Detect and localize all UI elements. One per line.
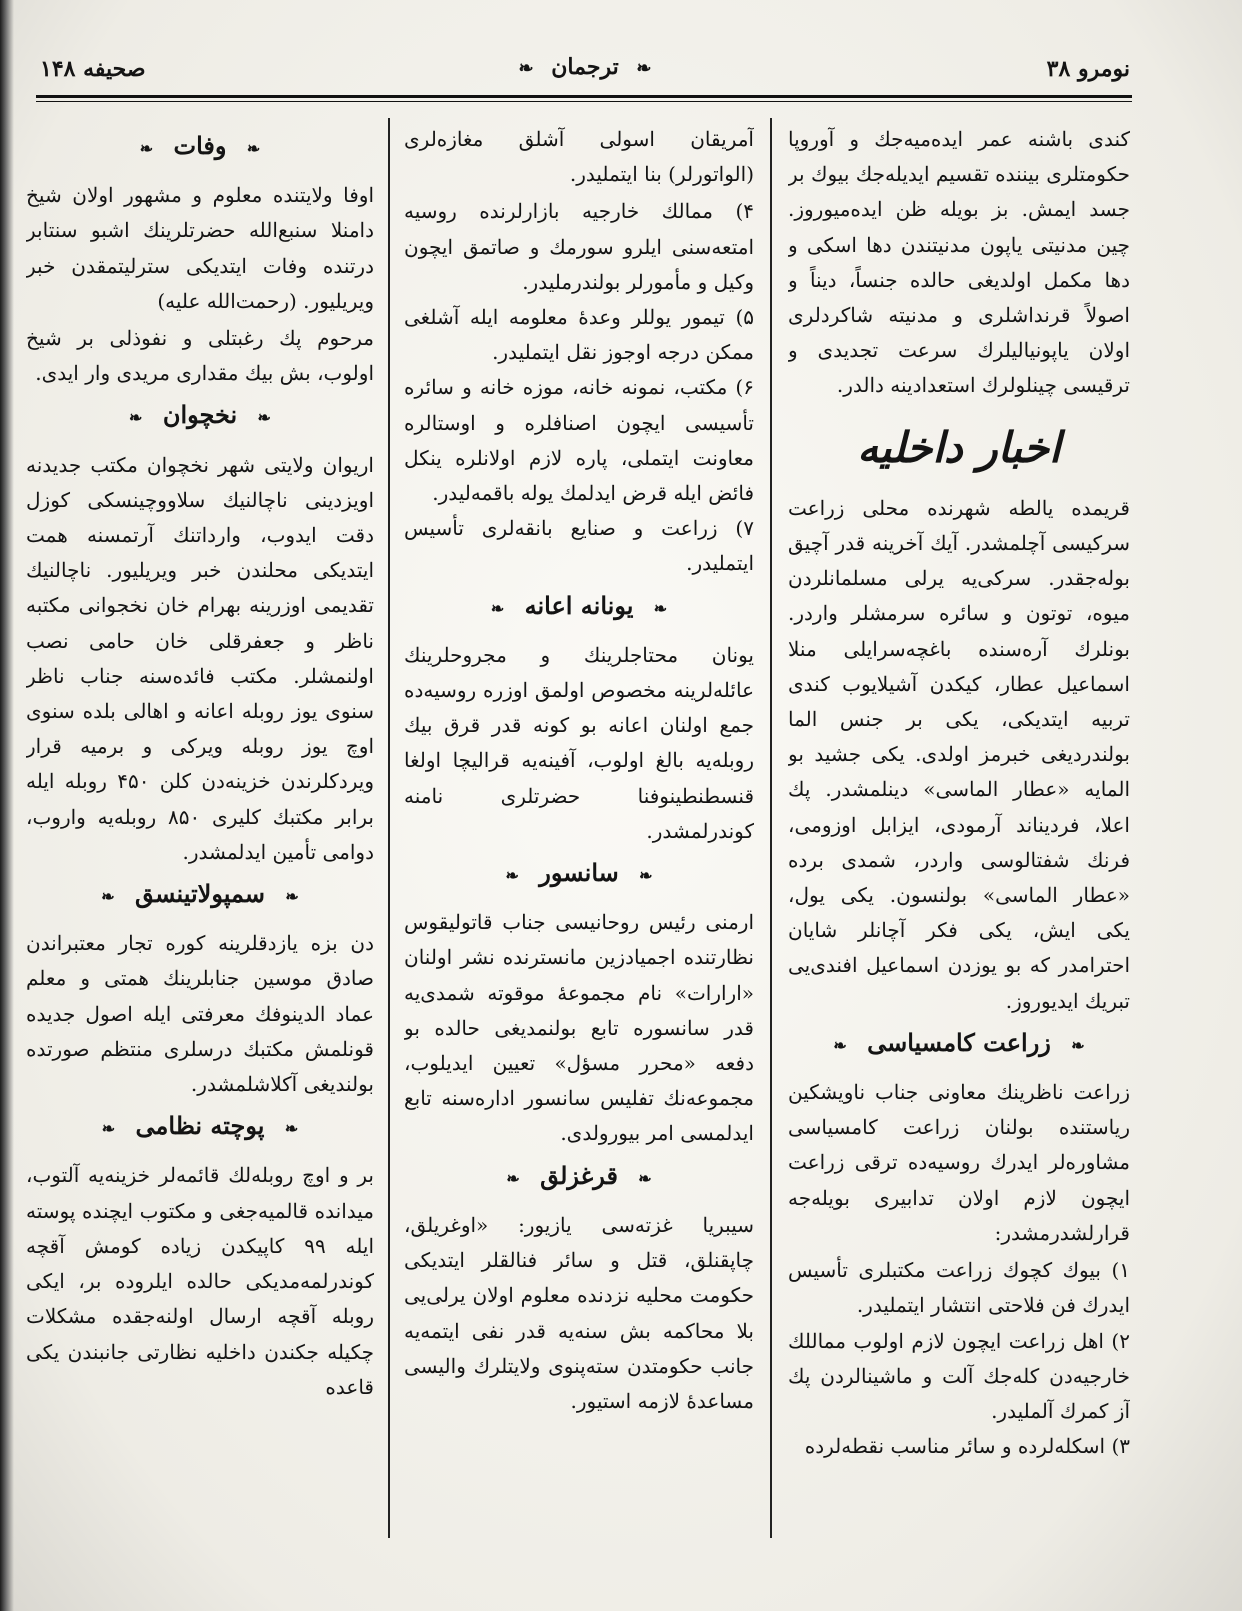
postal-article: بر و اوچ روبله‌لك قائمه‌لر خزینه‌یه آلتوب، میدانده قالمیه‌جغی و مکتوب ایچنده پوسته ایله ۹۹ کاپیکدن زیاده کومش آقچه کوندرلمه‌مدیکی حالده ایلروده بر، ایکی روبله آقچه ارسال اولنه‌جقده مشکلات چکیله جکندن داخلیه نظارتی جانبندن یکی قاعده <box>26 1163 374 1399</box>
ornament-icon: ❧ <box>101 1119 116 1139</box>
heading-semipalatinsk <box>26 876 374 914</box>
ornament-icon: ❧ <box>139 139 154 158</box>
newspaper-title-block <box>509 54 662 80</box>
list-item: ۴) ممالك خارجیه بازارلرنده روسیه امتعه‌سنی ایلرو سورمك و صاتمق ایچون وکیل و مأمورلر بولندرملیدر. <box>404 199 754 294</box>
heading-postal-regulation <box>26 1108 374 1146</box>
ornament-icon: ❧ <box>284 1119 299 1139</box>
ornament-icon: ❧ <box>505 866 519 886</box>
list-item: ۶) مکتب، نمونه خانه، موزه خانه و سائره تأسیسی ایچون اصنافلره و اوستالره معاونت ایتملی، پاره لازم اولانلره ینکل فائض ایله قرض ایدلمك یوله باقمه‌لیدر. <box>404 375 754 506</box>
semipalatinsk-article: دن بزه یازدقلرینه کوره تجار معتبراندن صادق موسین جنابلرینك همتی و معلم عماد الدینوفك معرفتی ایله اصول جدیده قونلمش مکتبك درسلری منتظم صورتده بولندیغی آکلاشلمشدر. <box>26 931 374 1097</box>
ornament-icon: ❧ <box>285 887 299 907</box>
heading-kirghiz <box>404 1158 754 1196</box>
article-continuation: آمریقان اسولی آشلق مغازه‌لری (الواتورلر) بنا ایتملیدر. <box>404 127 754 187</box>
list-item: ۲) اهل زراعت ایچون لازم اولوب مماللك خارجیه‌دن کله‌جك آلت و ماشینالردن پك آز کمرك آلملیدر. <box>788 1328 1130 1423</box>
heading-nakhchivan <box>26 397 374 435</box>
greek-aid-article: یونان محتاجلرینك و مجروحلرینك عائله‌لرینه مخصوص اولمق اوزره روسیه‌ده جمع اولنان اعانه بو کونه قدر قرق بیك روبله‌یه بالغ اولوب، آفینه‌یه قرالیچا اولغا قنسطنطینوفنا حضرتلری نامنه کوندرلمشدر. <box>404 642 754 843</box>
heading-text: سمپولاتینسق <box>135 879 265 909</box>
list-item: ۳) اسکله‌لرده و سائر مناسب نقطه‌لرده <box>804 1434 1130 1459</box>
ornament-icon: ❧ <box>101 887 115 907</box>
column-divider-left <box>388 118 390 1538</box>
middle-column <box>404 122 754 1522</box>
ornament-icon: ❧ <box>246 139 261 158</box>
ornament-icon: ❧ <box>257 408 271 428</box>
agriculture-article: زراعت ناظرینك معاونی جناب ناویشکین ریاستنده بولنان زراعت کامسیاسی مشاوره‌لر ایدرك روسیه‌ده ترقی زراعت ایچون لازم اولان تدابیری بویله‌جه قرارلشدرمشدر: <box>788 1080 1130 1245</box>
page-number: صحیفه ۱۴۸ <box>40 56 146 82</box>
heading-text: سانسور <box>539 858 619 888</box>
column-divider-right <box>770 118 772 1538</box>
heading-greek-aid <box>404 588 754 626</box>
obituary-article-2: مرحوم پك رغبتلی و نفوذلی بر شیخ اولوب، بش بیك مقداری مریدی وار ایدی. <box>26 326 374 386</box>
ornament-icon: ❧ <box>490 598 505 618</box>
newspaper-title: ترجمان <box>551 54 619 80</box>
censorship-article: ارمنی رئیس روحانیسی جناب قاتولیقوس نظارتنده اجمیادزین مانسترنده نشر اولنان «ارارات» نام مجموعهٔ موقوته شمدی‌یه قدر سانسوره تابع بولنمدیغی حالده بو دفعه «محرر مسؤل» تعیین ایدیلوب، مجموعه‌نك تفلیس سانسور اداره‌سنه تابع ایدلمسی امر بیورولدی. <box>404 910 754 1146</box>
ornament-icon: ❧ <box>129 408 143 428</box>
ornament-icon: ❧ <box>636 58 652 79</box>
heading-text: وفات <box>173 131 227 160</box>
heading-text: قرغزلق <box>540 1160 618 1190</box>
kirghiz-article: سیبریا غزته‌سی یازیور: «اوغریلق، چاپقنلق، قتل و سائر فنالقلر ایتدیکی حکومت محلیه نزدنده معلوم اولان یرلی‌یی بلا محاکمه بش سنه‌یه قدر نفی ایتمه‌یه جانب حکومتدن سته‌پنوی ولایتلرك والیسی مساعدهٔ لازمه استیور. <box>404 1212 754 1413</box>
right-column <box>788 122 1130 1522</box>
heading-obituary <box>26 128 374 166</box>
heading-text: زراعت کامسیاسی <box>867 1027 1051 1057</box>
header-rule <box>36 95 1132 98</box>
heading-agriculture-commission <box>788 1025 1130 1063</box>
heading-text: یونانه اعانه <box>524 590 634 620</box>
obituary-article: اوفا ولایتنده معلوم و مشهور اولان شیخ دامنلا سنبع‌الله حضرتلرینك اشبو سنتابر درتنده وفات ایتدیکی سترلیتمقدن خبر ویریلیور. (رحمت‌الله علیه) <box>26 183 374 313</box>
ornament-icon: ❧ <box>1071 1035 1085 1055</box>
list-item: ۱) بیوك کچوك زراعت مکتبلری تأسیس ایدرك فن فلاحتی انتشار ایتملیدر. <box>788 1258 1130 1318</box>
ornament-icon: ❧ <box>518 58 534 79</box>
left-column <box>26 122 374 1522</box>
article-continuation: کندی باشنه عمر ایده‌میه‌جك و آوروپا حکومتلری بیننده تقسیم ایدیله‌جك بیوك بر جسد ایمش. بز بویله ظن ایده‌میوروز. چین مدنیتی یاپون مدنیتندن دها اسکی و دها مکمل اولدیغی حالده جنساً، دیناً و اصولاً قرنداشلری و مدنیته شاکردلری اولان یاپونیالیلرك سرعت تجدیدی و ترقیسی چینلولرك استعدادینه دالدر. <box>788 127 1130 398</box>
section-heading-domestic-news: اخبار داخلیه <box>857 422 1061 472</box>
crimea-news-article: قریمده یالطه شهرنده محلی زراعت سرکیسی آچلمشدر. آیك آخرینه قدر آچیق بوله‌جقدر. سرکی‌یه یرلی مسلمانلردن میوه، توتون و سائره سرمشلر واردر. بونلرك آره‌سنده باغچه‌سرایلی منلا اسماعیل عطار، کیکدن آشیلایوب کندی تربیه ایتدیکی، یکی بر جنس الما بولندردیغی خبرمز اولدی. یکی جشید بو المایه «عطار الماسی» دینلمشدر. پك اعلا، فردیناند آرمودی، ایزابل اوزومی، فرنك شفتالوسی واردر، شمدی برده «عطار الماسی» بولنسون. یکی یول، یکی ایش، یکی فکر آچانلر شایان احترامدر که بو یوزدن اسماعیل افندی‌یی تبریك ایدیوروز. <box>788 495 1130 1013</box>
ornament-icon: ❧ <box>638 1168 652 1188</box>
issue-number: نومرو ۳۸ <box>1046 56 1130 82</box>
header-rule-thin <box>36 101 1132 102</box>
ornament-icon: ❧ <box>506 1168 520 1188</box>
heading-text: پوچته نظامی <box>135 1111 265 1141</box>
list-item: ۵) تیمور یوللر وعدهٔ معلومه ایله آشلغی ممکن درجه اوجوز نقل ایتملیدر. <box>404 305 754 365</box>
ornament-icon: ❧ <box>653 598 668 618</box>
heading-censorship <box>404 855 754 893</box>
page-header <box>40 52 1130 94</box>
scan-edge-shadow <box>0 0 14 1611</box>
ornament-icon: ❧ <box>639 866 653 886</box>
ornament-icon: ❧ <box>833 1035 847 1055</box>
nakhchivan-article: اریوان ولایتی شهر نخچوان مکتب جدیدنه اویزدینی ناچالنیك سلاووچینسکی کوزل دقت ایدوب، وارداتنك آرتمسنه همت ایتدیکی محلندن خبر ویریلیور. ناچالنیك تقدیمی اوزرینه بهرام خان نخجوانی مکتبه ناظر و جعفرقلی خان حامی نصب اولنمشلر. مکتب فائده‌سنه جناب ناظر سنوی یوز روبله اعانه و اهالی بلده سنوی اوچ یوز روبله ویرکی و برمیه قرار ویردکلرندن خزینه‌دن کلن ۴۵۰ روبله ایله برابر مکتبك کلیری ۸۵۰ روبله‌یه واروب، دوامی تأمین ایدلمشدر. <box>26 452 374 864</box>
heading-text: نخچوان <box>162 400 238 430</box>
list-item: ۷) زراعت و صنایع بانقه‌لری تأسیس ایتملیدر. <box>404 516 754 576</box>
